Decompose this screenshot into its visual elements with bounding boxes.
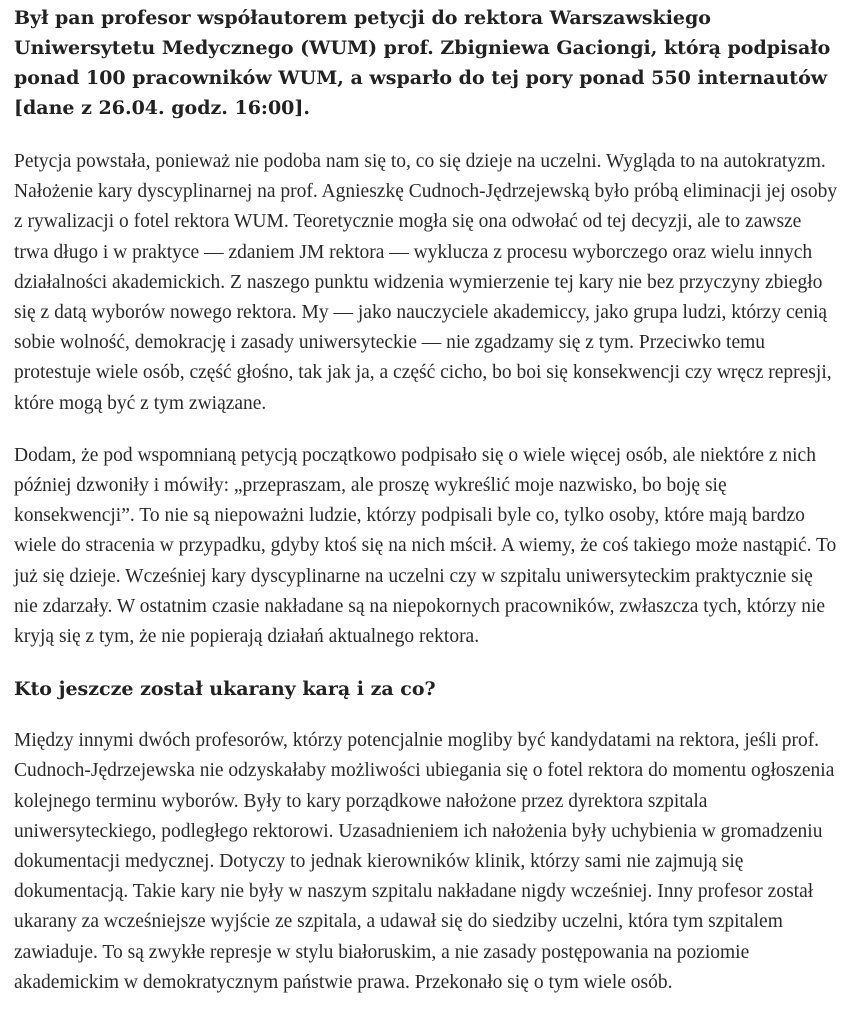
answer-paragraph: Petycja powstała, ponieważ nie podoba nam się to, co się dzieje na uczelni. Wygląda to na autokratyzm. Nałożenie kary dyscyplinarnej na prof. Agnieszkę Cudnoch-Jędrzejewską było próbą eliminacji jej osoby z rywalizacji o fotel rektora WUM. Teoretycznie mogła się ona odwołać od tej decyzji, ale to zawsze trwa długo i w praktyce — zdaniem JM rektora — wyklucza z procesu wyborczego oraz wielu innych działalności akademickich. Z naszego punktu widzenia wymierzenie tej kary nie bez przyczyny zbiegło się z datą wyborów nowego rektora. My — jako nauczyciele akademiccy, jako grupa ludzi, którzy cenią sobie wolność, demokrację i zasady uniwersyteckie — nie zgadzamy się z tym. Przeciwko temu protestuje wiele osób, część głośno, tak jak ja, a część cicho, bo boi się konsekwencji czy wręcz represji, które mogą być z tym związane. — [14, 151, 838, 414]
article-body — [0, 3, 855, 998]
answer-paragraph: Dodam, że pod wspomnianą petycją początkowo podpisało się o wiele więcej osób, ale niektóre z nich później dzwoniły i mówiły: „przepraszam, ale proszę wykreślić moje nazwisko, bo boję się konsekwencji”. To nie są niepoważni ludzie, którzy podpisali byle co, tylko osoby, które mają bardzo wiele do stracenia w przypadku, gdyby ktoś się na nich mścił. A wiemy, że coś takiego może nastąpić. To już się dzieje. Wcześniej kary dyscyplinarne na uczelni czy w szpitalu uniwersyteckim praktycznie się nie zdarzały. W ostatnim czasie nakładane są na niepokornych pracowników, zwłaszcza tych, którzy nie kryją się z tym, że nie popierają działań aktualnego rektora. — [14, 444, 837, 648]
answer-paragraph: Między innymi dwóch profesorów, którzy potencjalnie mogliby być kandydatami na rektora, jeśli prof. Cudnoch-Jędrzejewska nie odzyskałaby możliwości ubiegania się o fotel rektora do momentu ogłoszenia kolejnego terminu wyborów. Były to kary porządkowe nałożone przez dyrektora szpitala uniwersyteckiego, podległego rektorowi. Uzasadnieniem ich nałożenia były uchybienia w gromadzeniu dokumentacji medycznej. Dotyczy to jednak kierowników klinik, którzy sami nie zajmują się dokumentacją. Takie kary nie były w naszym szpitalu nakładane nigdy wcześniej. Inny profesor został ukarany za wcześniejsze wyjście ze szpitala, a udawał się do siedziby uczelni, która tym szpitalem zawiaduje. To są zwykłe represje w stylu białoruskim, a nie zasady postępowania na poziomie akademickim w demokratycznym państwie prawa. Przekonało się o tym wiele osób. — [14, 730, 835, 993]
interview-question: Kto jeszcze został ukarany karą i za co? — [14, 678, 436, 701]
interview-question: Był pan profesor współautorem petycji do rektora Warszawskiego Uniwersytetu Medycznego (WUM) prof. Zbigniewa Gaciongi, którą podpisało ponad 100 pracowników WUM, a wsparło do tej pory ponad 550 internautów [dane z 26.04. godz. 16:00]. — [14, 7, 831, 119]
